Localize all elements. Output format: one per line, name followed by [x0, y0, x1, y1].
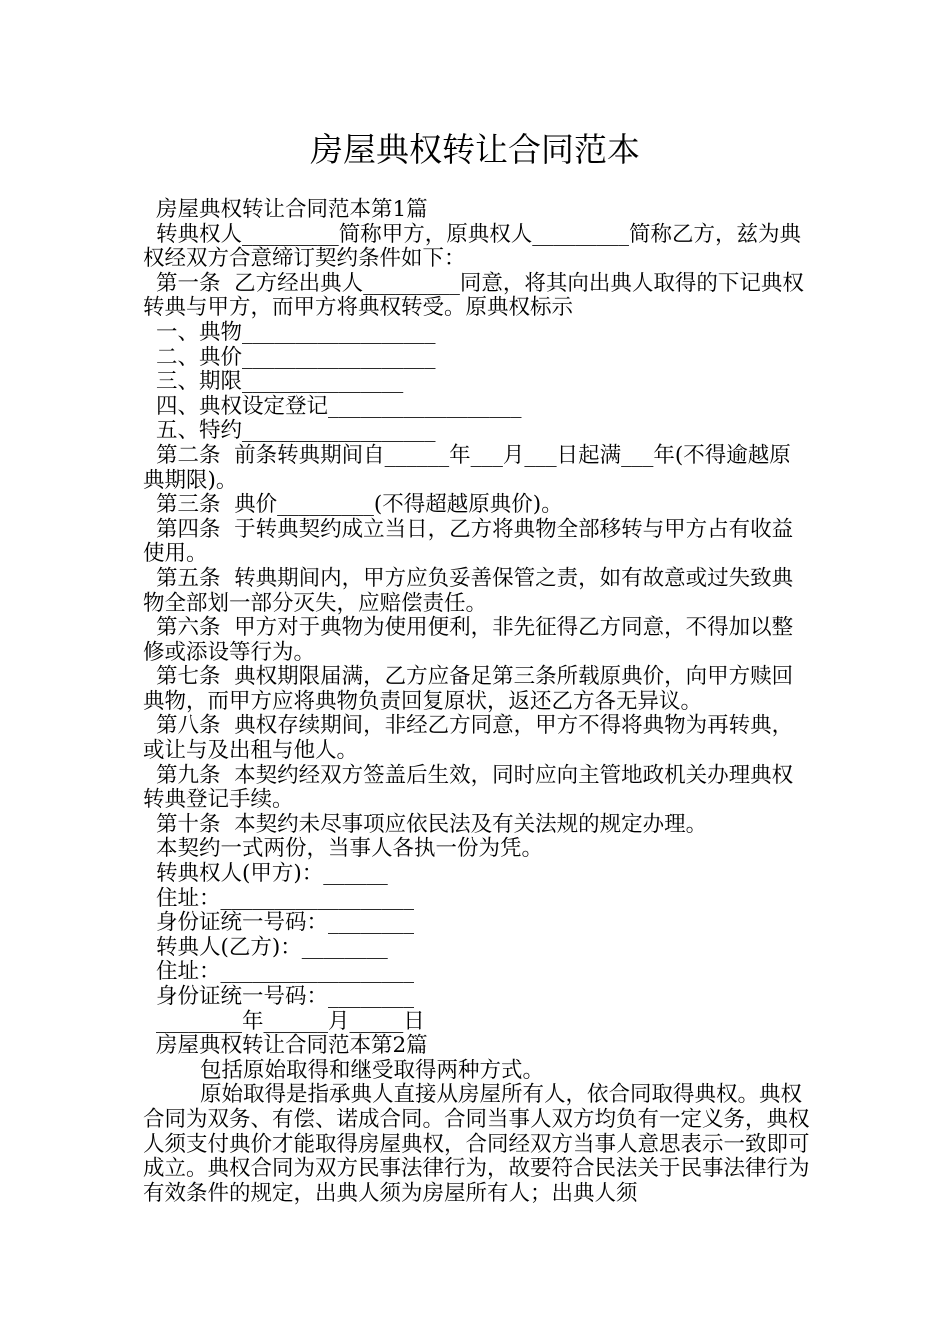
- paragraph: 包括原始取得和继受取得两种方式。: [200, 1057, 545, 1083]
- paragraph: 住址：__________________: [156, 885, 415, 911]
- paragraph: 第十条 本契约未尽事项应依民法及有关法规的规定办理。: [156, 811, 708, 837]
- paragraph: 房屋典权转让合同范本第2篇: [156, 1033, 428, 1059]
- paragraph: 第六条 甲方对于典物为使用便利，非先征得乙方同意，不得加以整修或添设等行为。: [143, 615, 794, 665]
- paragraph: ________年______月_____日: [156, 1008, 425, 1034]
- paragraph: 本契约一式两份，当事人各执一份为凭。: [156, 836, 544, 862]
- paragraph: 身份证统一号码：________: [156, 984, 415, 1009]
- document-body: [143, 198, 811, 1206]
- paragraph: 第八条 典权存续期间，非经乙方同意，甲方不得将典物为再转典，或让与及出租与他人。: [143, 713, 794, 764]
- paragraph: 身份证统一号码：________: [156, 910, 415, 936]
- document-title: 房屋典权转让合同范本: [310, 130, 640, 169]
- paragraph: 原始取得是指承典人直接从房屋所有人，依合同取得典权。典权合同为双务、有偿、诺成合同。合同当事人双方均负有一定义务，典权人须支付典价才能取得房屋典权，合同经双方当事人意思表示一致即可成立。典权合同为双方民事法律行为，故要符合民法关于民事法律行为有效条件的规定，出典人须为房屋所有人；出典人须: [143, 1082, 810, 1206]
- paragraph: 二、典价__________________: [156, 344, 436, 370]
- paragraph: 五、特约__________________: [156, 418, 436, 444]
- paragraph: 第九条 本契约经双方签盖后生效，同时应向主管地政机关办理典权转典登记手续。: [143, 762, 794, 813]
- paragraph: 第五条 转典期间内，甲方应负妥善保管之责，如有故意或过失致典物全部划一部分灭失，应赔偿责任。: [143, 565, 794, 616]
- paragraph: 转典权人(甲方)：______: [156, 861, 388, 887]
- paragraph: 转典权人_________简称甲方，原典权人_________简称乙方，兹为典权经双方合意缔订契约条件如下：: [143, 221, 802, 272]
- paragraph: 第二条 前条转典期间自______年___月___日起满___年(不得逾越原典期限)。: [143, 442, 791, 493]
- paragraph: 转典人(乙方)：________: [156, 934, 388, 960]
- paragraph: 第三条 典价_________(不得超越原典价)。: [156, 492, 563, 518]
- paragraph: 一、典物__________________: [156, 319, 436, 345]
- paragraph: 第七条 典权期限届满，乙方应备足第三条所载原典价，向甲方赎回典物，而甲方应将典物负责回复原状，返还乙方各无异议。: [143, 664, 794, 714]
- paragraph: 四、典权设定登记__________________: [156, 393, 522, 419]
- paragraph: 住址：__________________: [156, 959, 415, 985]
- paragraph: 第四条 于转典契约成立当日，乙方将典物全部移转与甲方占有收益使用。: [143, 516, 794, 567]
- paragraph: 第一条 乙方经出典人_________同意，将其向出典人取得的下记典权转典与甲方，而甲方将典权转受。原典权标示: [143, 270, 804, 321]
- paragraph: 房屋典权转让合同范本第1篇: [156, 197, 428, 222]
- paragraph: 三、期限_______________: [156, 369, 404, 395]
